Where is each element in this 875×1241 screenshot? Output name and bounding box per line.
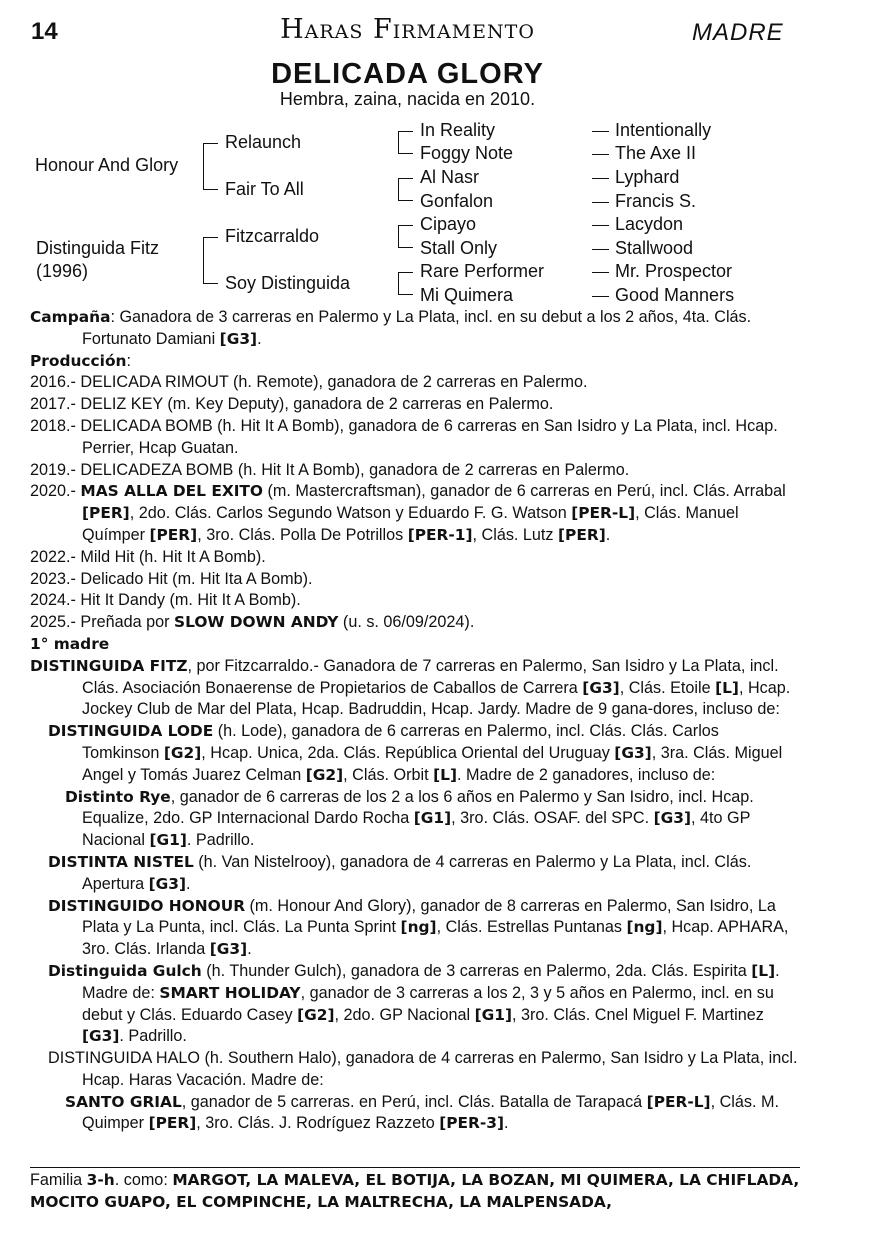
year: 2022.- — [30, 547, 81, 566]
gen4-1: Intentionally — [615, 120, 712, 140]
text: , Clás. Estrellas Puntanas — [436, 918, 627, 937]
offspring-name: DISTINGUIDA LODE — [48, 722, 214, 741]
grade-tag: [ng] — [400, 918, 437, 937]
bracket-line — [203, 283, 218, 284]
gen4-3: Lyphard — [615, 167, 680, 187]
text: , 3ro. Clás. Polla De Potrillos — [197, 525, 408, 544]
gen4-8: Good Manners — [615, 285, 735, 305]
offspring-item — [30, 547, 800, 569]
text: , 2do. Clás. Carlos Segundo Watson y Eduardo F. G. Watson — [129, 504, 572, 523]
grade-tag: [G1] — [474, 1005, 512, 1024]
bracket-line — [398, 225, 399, 248]
offspring-text: DELICADEZA BOMB (h. Hit It A Bomb), ganadora de 2 carreras en Palermo. — [80, 460, 630, 479]
text: , 3ro. Clás. J. Rodríguez Razzeto — [196, 1114, 440, 1133]
bracket-line — [203, 189, 218, 190]
madre-paragraph — [30, 656, 800, 721]
punct: . — [504, 1114, 509, 1133]
text: , 3ra. Clás. Miguel Angel y Tomás Juarez Celman — [82, 743, 783, 784]
text: , Clás. Lutz — [472, 525, 559, 544]
grade-tag: [G3] — [653, 809, 692, 828]
punct: . — [605, 525, 611, 544]
bracket-line — [203, 237, 204, 284]
gen2-3: Fitzcarraldo — [225, 226, 320, 246]
gen2-4: Soy Distinguida — [225, 273, 351, 293]
text: (h. Lode), ganadora de 6 carreras en Palermo, incl. Clás. Clás. Carlos Tomkinson — [82, 722, 719, 762]
gen4-4: Francis S. — [615, 191, 697, 211]
grade-tag: [G1] — [413, 809, 452, 828]
grade-tag: [G2] — [297, 1005, 335, 1024]
grade-tag: [G3] — [219, 329, 258, 348]
sire: Honour And Glory — [35, 155, 179, 175]
text: . Padrillo. — [119, 1027, 187, 1046]
offspring-text: DELIZ KEY (m. Key Deputy), ganadora de 2 carreras en Palermo. — [80, 395, 554, 414]
bracket-line — [398, 131, 399, 154]
dash-line — [592, 154, 609, 155]
madre-heading: 1° madre — [30, 634, 110, 653]
text: . como: — [114, 1171, 173, 1189]
grade-tag: [G3] — [209, 940, 248, 959]
nistel-paragraph — [30, 852, 800, 896]
punct: . — [186, 874, 191, 893]
offspring-text: Hit It Dandy (m. Hit It A Bomb). — [80, 591, 301, 610]
text: , Hcap. Unica, 2da. Clás. República Oriental del Uruguay — [201, 743, 615, 762]
gen4-2: The Axe II — [615, 143, 697, 163]
gen3-7: Rare Performer — [420, 261, 545, 281]
gulch-paragraph — [30, 961, 800, 1048]
text: , por Fitzcarraldo.- Ganadora de 7 carreras en Palermo, San Isidro y La Plata, incl. Clás. Asociación Bonaerense de Propietarios de Caballos de Carrera — [82, 656, 779, 697]
text: , Clás. M. Quimper — [82, 1092, 779, 1133]
grade-tag: [G3] — [614, 743, 652, 762]
text: , ganador de 3 carreras a los 2, 3 y 5 años en Palermo, incl. en su debut y Clás. Eduardo Casey — [82, 983, 774, 1024]
grade-tag: [G2] — [305, 765, 344, 784]
grade-tag: [G2] — [163, 743, 202, 762]
grade-tag: [L] — [751, 961, 776, 980]
text: , 4to GP Nacional — [82, 809, 751, 850]
grade-tag: [G3] — [82, 1027, 120, 1046]
rye-paragraph — [30, 787, 800, 852]
offspring-name: SMART HOLIDAY — [159, 983, 301, 1002]
dash-line — [592, 249, 609, 250]
grial-paragraph — [30, 1092, 800, 1136]
horse-description: Hembra, zaina, nacida en 2010. — [279, 89, 536, 109]
offspring-name: Distinguida Gulch — [48, 961, 202, 980]
offspring-item — [30, 394, 800, 416]
grade-tag: [PER-3] — [439, 1114, 505, 1133]
offspring-name: DISTINGUIDO HONOUR — [48, 896, 246, 915]
familia-label: Familia — [30, 1171, 87, 1189]
bracket-line — [203, 237, 218, 238]
dash-line — [592, 131, 609, 132]
punct: . — [257, 329, 262, 348]
text: , ganador de 5 carreras. en Perú, incl. Clás. Batalla de Tarapacá — [181, 1092, 647, 1111]
grade-tag: [PER-1] — [407, 525, 473, 544]
grade-tag: [L] — [715, 678, 739, 697]
grade-tag: [L] — [433, 765, 457, 784]
offspring-text: DELICADA BOMB (h. Hit It A Bomb), ganadora de 6 carreras en San Isidro y La Plata, incl. Hcap. Perrier, Hcap Guatan. — [80, 416, 778, 457]
text: (h. Thunder Gulch), ganadora de 3 carreras en Palermo, 2da. Clás. Espirita — [201, 961, 752, 980]
offspring-text: Delicado Hit (m. Hit Ita A Bomb). — [80, 569, 313, 588]
bracket-line — [398, 272, 399, 295]
bracket-line — [398, 247, 413, 248]
lode-paragraph — [30, 721, 800, 786]
offspring-name: SANTO GRIAL — [65, 1092, 182, 1111]
brand-title: Haras Firmamento — [280, 14, 535, 45]
bracket-line — [398, 131, 413, 132]
offspring-item — [30, 590, 800, 612]
grade-tag: [G1] — [149, 831, 187, 850]
year: 2023.- — [30, 569, 81, 588]
gen4-7: Mr. Prospector — [615, 261, 733, 281]
gen3-6: Stall Only — [420, 238, 498, 258]
text: , Clás. Etoile — [619, 678, 716, 697]
year: 2025.- — [30, 613, 81, 632]
section-label: MADRE — [692, 19, 784, 46]
bracket-line — [398, 272, 413, 273]
year: 2018.- — [30, 416, 81, 435]
text: , 2do. GP Nacional — [334, 1005, 475, 1024]
gen3-4: Gonfalon — [420, 191, 494, 211]
text: . Madre de 2 ganadores, incluso de: — [457, 765, 716, 784]
dash-line — [592, 178, 609, 179]
stallion-name: SLOW DOWN ANDY — [174, 613, 339, 632]
gen2-1: Relaunch — [225, 132, 302, 152]
offspring-item — [30, 569, 800, 591]
horse-name: DELICADA GLORY — [271, 58, 544, 90]
offspring-item-2020 — [30, 481, 800, 546]
grade-tag: [PER] — [148, 1114, 197, 1133]
grade-tag: [PER] — [149, 525, 198, 544]
dam-year: (1996) — [36, 261, 89, 281]
bracket-line — [398, 153, 413, 154]
text: (h. Van Nistelrooy), ganadora de 4 carreras en Palermo y La Plata, incl. Clás. Apertura — [82, 852, 752, 893]
gen3-5: Cipayo — [420, 214, 477, 234]
text: , Clás. Orbit — [343, 765, 434, 784]
grade-tag: [G3] — [148, 874, 187, 893]
gen3-8: Mi Quimera — [420, 285, 514, 305]
grade-tag: [ng] — [626, 918, 663, 937]
halo-paragraph: DISTINGUIDA HALO (h. Southern Halo), ganadora de 4 carreras en Palermo, San Isidro y La Plata, incl. Hcap. Haras Vacación. Madre de: — [48, 1049, 798, 1089]
familia-line — [30, 1167, 800, 1214]
dash-line — [592, 296, 609, 297]
gen3-3: Al Nasr — [420, 167, 480, 187]
offspring-name: DISTINTA NISTEL — [48, 852, 194, 871]
honour-paragraph — [30, 896, 800, 961]
text: , ganador de 6 carreras de los 2 a los 6 años en Palermo y San Isidro, incl. Hcap. Equalize, 2do. GP Internacional Dardo Rocha — [82, 787, 754, 828]
dash-line — [592, 225, 609, 226]
catalog-body — [30, 307, 800, 1135]
offspring-name: Distinto Rye — [65, 787, 171, 806]
bracket-line — [203, 143, 204, 190]
offspring-name: MAS ALLA DEL EXITO — [80, 482, 264, 501]
dam: Distinguida Fitz — [36, 238, 160, 258]
text: , 3ro. Clás. OSAF. del SPC. — [451, 809, 654, 828]
gen4-5: Lacydon — [615, 214, 684, 234]
offspring-text: Mild Hit (h. Hit It A Bomb). — [80, 547, 266, 566]
offspring-text: DELICADA RIMOUT (h. Remote), ganadora de 2 carreras en Palermo. — [80, 373, 588, 392]
bracket-line — [398, 225, 413, 226]
offspring-item — [30, 416, 800, 460]
campana-paragraph — [30, 307, 800, 351]
bracket-line — [203, 143, 218, 144]
page-number: 14 — [31, 18, 58, 45]
year: 2017.- — [30, 395, 81, 414]
text: , Hcap. APHARA, 3ro. Clás. Irlanda — [82, 918, 789, 959]
text: . Padrillo. — [186, 831, 255, 850]
offspring-item — [30, 460, 800, 482]
text: , 3ro. Clás. Cnel Miguel F. Martinez — [511, 1005, 764, 1024]
text: , Hcap. Jockey Club de Mar del Plata, Hcap. Badruddin, Hcap. Jardy. Madre de 9 gana-dores, incluso de: — [82, 678, 791, 719]
bracket-line — [398, 200, 413, 201]
dam-name: DISTINGUIDA FITZ — [30, 656, 188, 675]
bracket-line — [398, 178, 413, 179]
produccion-label: Producción — [30, 351, 127, 370]
punct: . — [247, 940, 252, 959]
offspring-item-2025 — [30, 612, 800, 634]
year: 2019.- — [30, 460, 81, 479]
year: 2016.- — [30, 373, 81, 392]
offspring-item — [30, 372, 800, 394]
text: , Clás. Manuel Químper — [82, 504, 739, 544]
gen2-2: Fair To All — [225, 179, 304, 199]
gen3-2: Foggy Note — [420, 143, 514, 163]
text: (u. s. 06/09/2024). — [338, 613, 475, 632]
dash-line — [592, 272, 609, 273]
text: . Madre de: — [82, 961, 780, 1002]
year: 2024.- — [30, 591, 81, 610]
grade-tag: [PER] — [82, 504, 130, 523]
punct: : — [126, 351, 131, 370]
bracket-line — [398, 178, 399, 201]
family-code: 3-h — [86, 1171, 115, 1189]
text: (m. Honour And Glory), ganador de 8 carreras en Palermo, San Isidro, La Plata y La Punta, incl. Clás. La Punta Sprint — [82, 896, 776, 937]
grade-tag: [PER-L] — [571, 504, 636, 523]
gen4-6: Stallwood — [615, 238, 694, 258]
text: (m. Mastercraftsman), ganador de 6 carreras en Perú, incl. Clás. Arrabal — [263, 482, 786, 501]
campana-label: Campaña — [30, 308, 111, 326]
produccion-heading — [30, 351, 800, 373]
grade-tag: [PER] — [558, 525, 606, 544]
bracket-line — [398, 294, 413, 295]
family-members: MARGOT, LA MALEVA, EL BOTIJA, LA BOZAN, MI QUIMERA, LA CHIFLADA, MOCITO GUAPO, EL COMPINCHE, LA MALTRECHA, LA MALPENSADA, — [30, 1171, 800, 1211]
year: 2020.- — [30, 482, 81, 501]
grade-tag: [G3] — [582, 678, 620, 697]
grade-tag: [PER-L] — [646, 1092, 711, 1111]
campana-text: : Ganadora de 3 carreras en Palermo y La Plata, incl. en su debut a los 2 años, 4ta. Clás. Fortunato Damiani — [82, 308, 752, 348]
dash-line — [592, 202, 609, 203]
gen3-1: In Reality — [420, 120, 496, 140]
text: Preñada por — [80, 613, 174, 632]
